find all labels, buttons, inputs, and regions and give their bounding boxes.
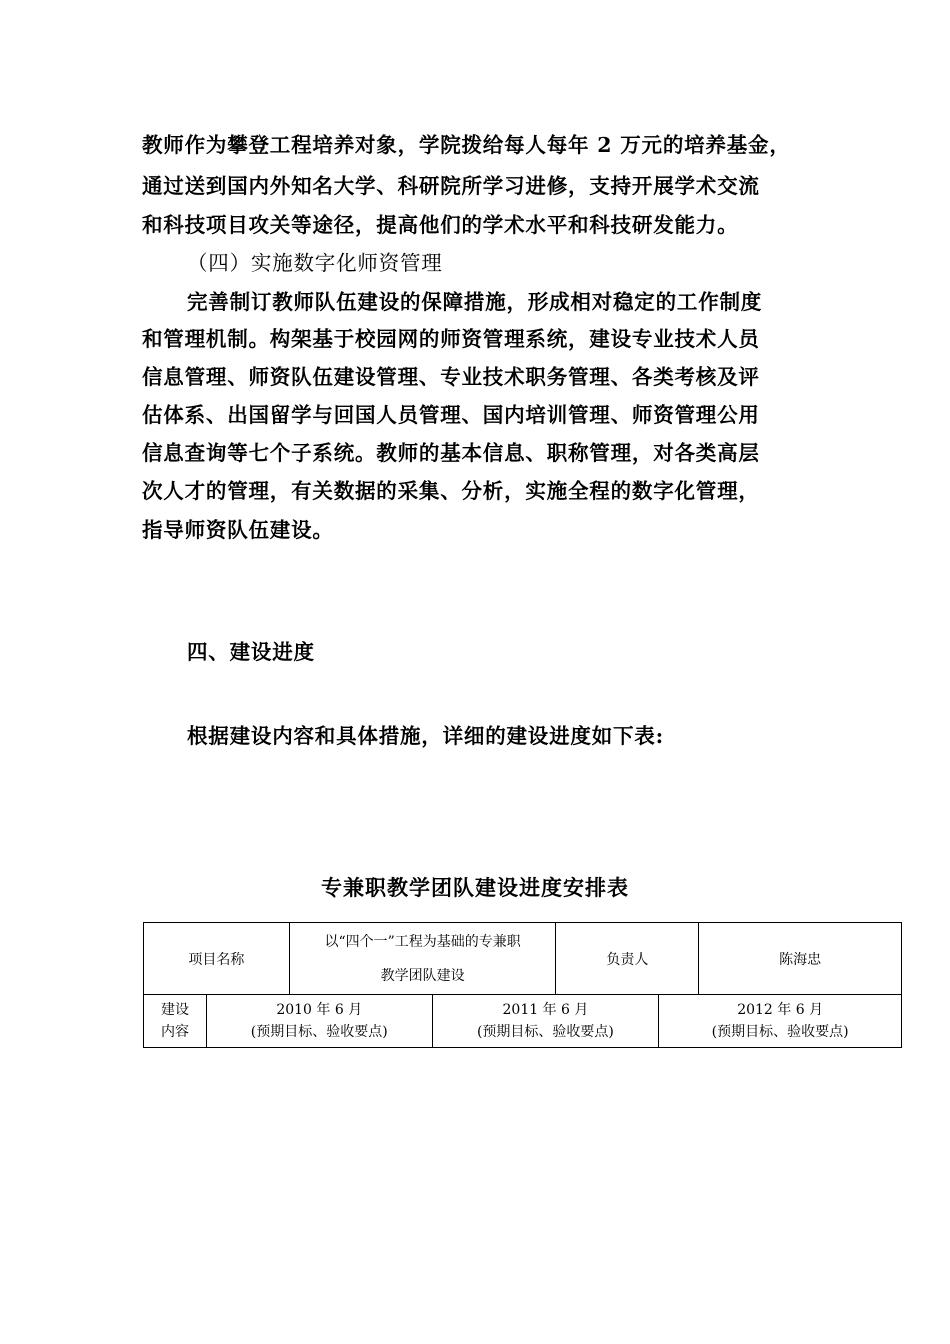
- section-heading-progress: 四、建设进度: [187, 640, 315, 664]
- paragraph-line-9: 信息查询等七个子系统。教师的基本信息、职称管理，对各类高层: [142, 441, 760, 465]
- period-date: 2012 年 6 月: [737, 1002, 824, 1018]
- table-title: 专兼职教学团队建设进度安排表: [321, 875, 629, 900]
- project-name-line2: 教学团队建设: [380, 967, 465, 984]
- period-cell-2012: [659, 995, 902, 1048]
- leader-name-cell: 陈海忠: [699, 923, 902, 995]
- schedule-table: [143, 922, 902, 1048]
- paragraph-line-8: 估体系、出国留学与回国人员管理、国内培训管理、师资管理公用: [142, 403, 760, 427]
- paragraph-line-3: 和科技项目攻关等途径，提高他们的学术水平和科技研发能力。: [142, 213, 739, 237]
- project-label-cell: 项目名称: [144, 923, 290, 995]
- period-note: (预期目标、验收要点): [711, 1024, 849, 1040]
- period-cell-2010: [206, 995, 432, 1048]
- table-row: [144, 995, 902, 1048]
- paragraph-line-10: 次人才的管理，有关数据的采集、分析，实施全程的数字化管理，: [142, 479, 760, 503]
- content-label-line1: 建设: [160, 1002, 189, 1018]
- period-cell-2011: [432, 995, 659, 1048]
- period-date: 2010 年 6 月: [276, 1002, 363, 1018]
- leader-label-cell: 负责人: [556, 923, 699, 995]
- project-name-line1: 以“四个一”工程为基础的专兼职: [324, 933, 521, 950]
- period-note: (预期目标、验收要点): [476, 1024, 614, 1040]
- table-row: [144, 923, 902, 995]
- paragraph-line-1: 教师作为攀登工程培养对象，学院拨给每人每年 2 万元的培养基金，: [142, 133, 791, 157]
- paragraph-line-11: 指导师资队伍建设。: [142, 518, 334, 542]
- paragraph-intro-table: 根据建设内容和具体措施，详细的建设进度如下表:: [187, 724, 664, 748]
- project-name-cell: [289, 923, 556, 995]
- paragraph-line-7: 信息管理、师资队伍建设管理、专业技术职务管理、各类考核及评: [142, 365, 760, 389]
- period-date: 2011 年 6 月: [502, 1002, 589, 1018]
- section-heading-4: （四）实施数字化师资管理: [187, 251, 443, 275]
- paragraph-line-2: 通过送到国内外知名大学、科研院所学习进修，支持开展学术交流: [142, 174, 760, 198]
- content-label-cell: [144, 995, 207, 1048]
- content-label-line2: 内容: [160, 1024, 189, 1040]
- period-note: (预期目标、验收要点): [250, 1024, 388, 1040]
- paragraph-line-5: 完善制订教师队伍建设的保障措施，形成相对稳定的工作制度: [187, 290, 763, 314]
- paragraph-line-6: 和管理机制。构架基于校园网的师资管理系统，建设专业技术人员: [142, 327, 760, 351]
